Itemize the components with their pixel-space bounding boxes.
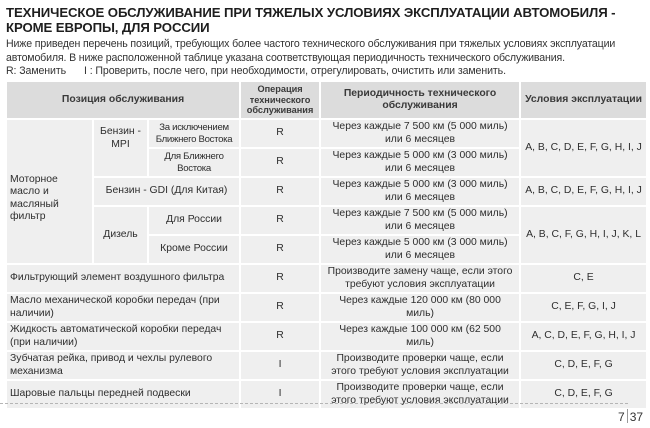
- mpi-conditions: A, B, C, D, E, F, G, H, I, J: [520, 119, 647, 177]
- header-position: Позиция обслуживания: [6, 81, 240, 119]
- row-op: R: [240, 322, 320, 351]
- legend: [6, 65, 506, 77]
- row-interval: Производите проверки чаще, если этого требуют условия эксплуатации: [320, 380, 520, 409]
- table-row: [6, 293, 647, 322]
- page-separator: [627, 409, 628, 423]
- mpi-interval-0: Через каждые 7 500 км (5 000 миль) или 6 месяцев: [320, 119, 520, 148]
- row-interval: Производите замену чаще, если этого требуют условия эксплуатации: [320, 264, 520, 293]
- table-row: [6, 206, 647, 235]
- row-op: I: [240, 351, 320, 380]
- engine-oil-label: Моторное масло и масляный фильтр: [6, 119, 93, 264]
- gdi-conditions: A, B, C, D, E, F, G, H, I, J: [520, 177, 647, 206]
- table-header-row: [6, 81, 647, 119]
- page-title: ТЕХНИЧЕСКОЕ ОБСЛУЖИВАНИЕ ПРИ ТЯЖЕЛЫХ УСЛОВИЯХ ЭКСПЛУАТАЦИИ АВТОМОБИЛЯ - КРОМЕ ЕВРОПЫ, ДЛЯ РОССИИ: [6, 5, 616, 35]
- diesel-interval-1: Через каждые 5 000 км (3 000 миль) или 6 месяцев: [320, 235, 520, 264]
- row-position: Фильтрующий элемент воздушного фильтра: [6, 264, 240, 293]
- diesel-conditions: A, B, C, F, G, H, I, J, K, L: [520, 206, 647, 264]
- row-conditions: A, C, D, E, F, G, H, I, J: [520, 322, 647, 351]
- diesel-sub-0: Для России: [148, 206, 240, 235]
- row-op: R: [240, 264, 320, 293]
- mpi-op-0: R: [240, 119, 320, 148]
- page-section: 7: [618, 410, 625, 424]
- diesel-op-0: R: [240, 206, 320, 235]
- mpi-label: Бензин - MPI: [93, 119, 148, 177]
- header-interval: Периодичность технического обслуживания: [320, 81, 520, 119]
- mpi-sub-0: За исключением Ближнего Востока: [148, 119, 240, 148]
- row-conditions: C, D, E, F, G: [520, 351, 647, 380]
- intro-paragraph: Ниже приведен перечень позиций, требующих более частого технического обслуживания при тяжелых условиях эксплуатации автомобиля. В ниже расположенной таблице указана соответствующая периодичность технического обслуживания.: [6, 38, 616, 64]
- page-num: 37: [629, 410, 644, 424]
- mpi-op-1: R: [240, 148, 320, 177]
- diesel-op-1: R: [240, 235, 320, 264]
- row-op: R: [240, 293, 320, 322]
- table-row: [6, 322, 647, 351]
- row-position: Жидкость автоматической коробки передач (при наличии): [6, 322, 240, 351]
- row-conditions: C, D, E, F, G: [520, 380, 647, 409]
- gdi-op: R: [240, 177, 320, 206]
- row-conditions: C, E: [520, 264, 647, 293]
- row-interval: Через каждые 120 000 км (80 000 миль): [320, 293, 520, 322]
- row-op: I: [240, 380, 320, 409]
- gdi-label: Бензин - GDI (Для Китая): [93, 177, 240, 206]
- row-interval: Через каждые 100 000 км (62 500 миль): [320, 322, 520, 351]
- maintenance-table: [5, 80, 648, 410]
- mpi-sub-1: Для Ближнего Востока: [148, 148, 240, 177]
- gdi-interval: Через каждые 5 000 км (3 000 миль) или 6 месяцев: [320, 177, 520, 206]
- diesel-sub-1: Кроме России: [148, 235, 240, 264]
- header-conditions: Условия эксплуатации: [520, 81, 647, 119]
- diesel-interval-0: Через каждые 7 500 км (5 000 миль) или 6 месяцев: [320, 206, 520, 235]
- table-row: [6, 119, 647, 148]
- table-row: [6, 351, 647, 380]
- header-operation: Операция технического обслуживания: [240, 81, 320, 119]
- mpi-interval-1: Через каждые 5 000 км (3 000 миль) или 6 месяцев: [320, 148, 520, 177]
- legend-inspect: I : Проверить, после чего, при необходимости, отрегулировать, очистить или заменить.: [84, 65, 506, 77]
- table-row: [6, 380, 647, 409]
- legend-replace: R: Заменить: [6, 65, 67, 77]
- row-conditions: C, E, F, G, I, J: [520, 293, 647, 322]
- row-position: Зубчатая рейка, привод и чехлы рулевого механизма: [6, 351, 240, 380]
- footer-divider: [0, 403, 628, 404]
- row-position: Масло механической коробки передач (при наличии): [6, 293, 240, 322]
- row-position: Шаровые пальцы передней подвески: [6, 380, 240, 409]
- page-number: [618, 409, 643, 424]
- row-interval: Производите проверки чаще, если этого требуют условия эксплуатации: [320, 351, 520, 380]
- table-row: [6, 177, 647, 206]
- diesel-label: Дизель: [93, 206, 148, 264]
- table-row: [6, 264, 647, 293]
